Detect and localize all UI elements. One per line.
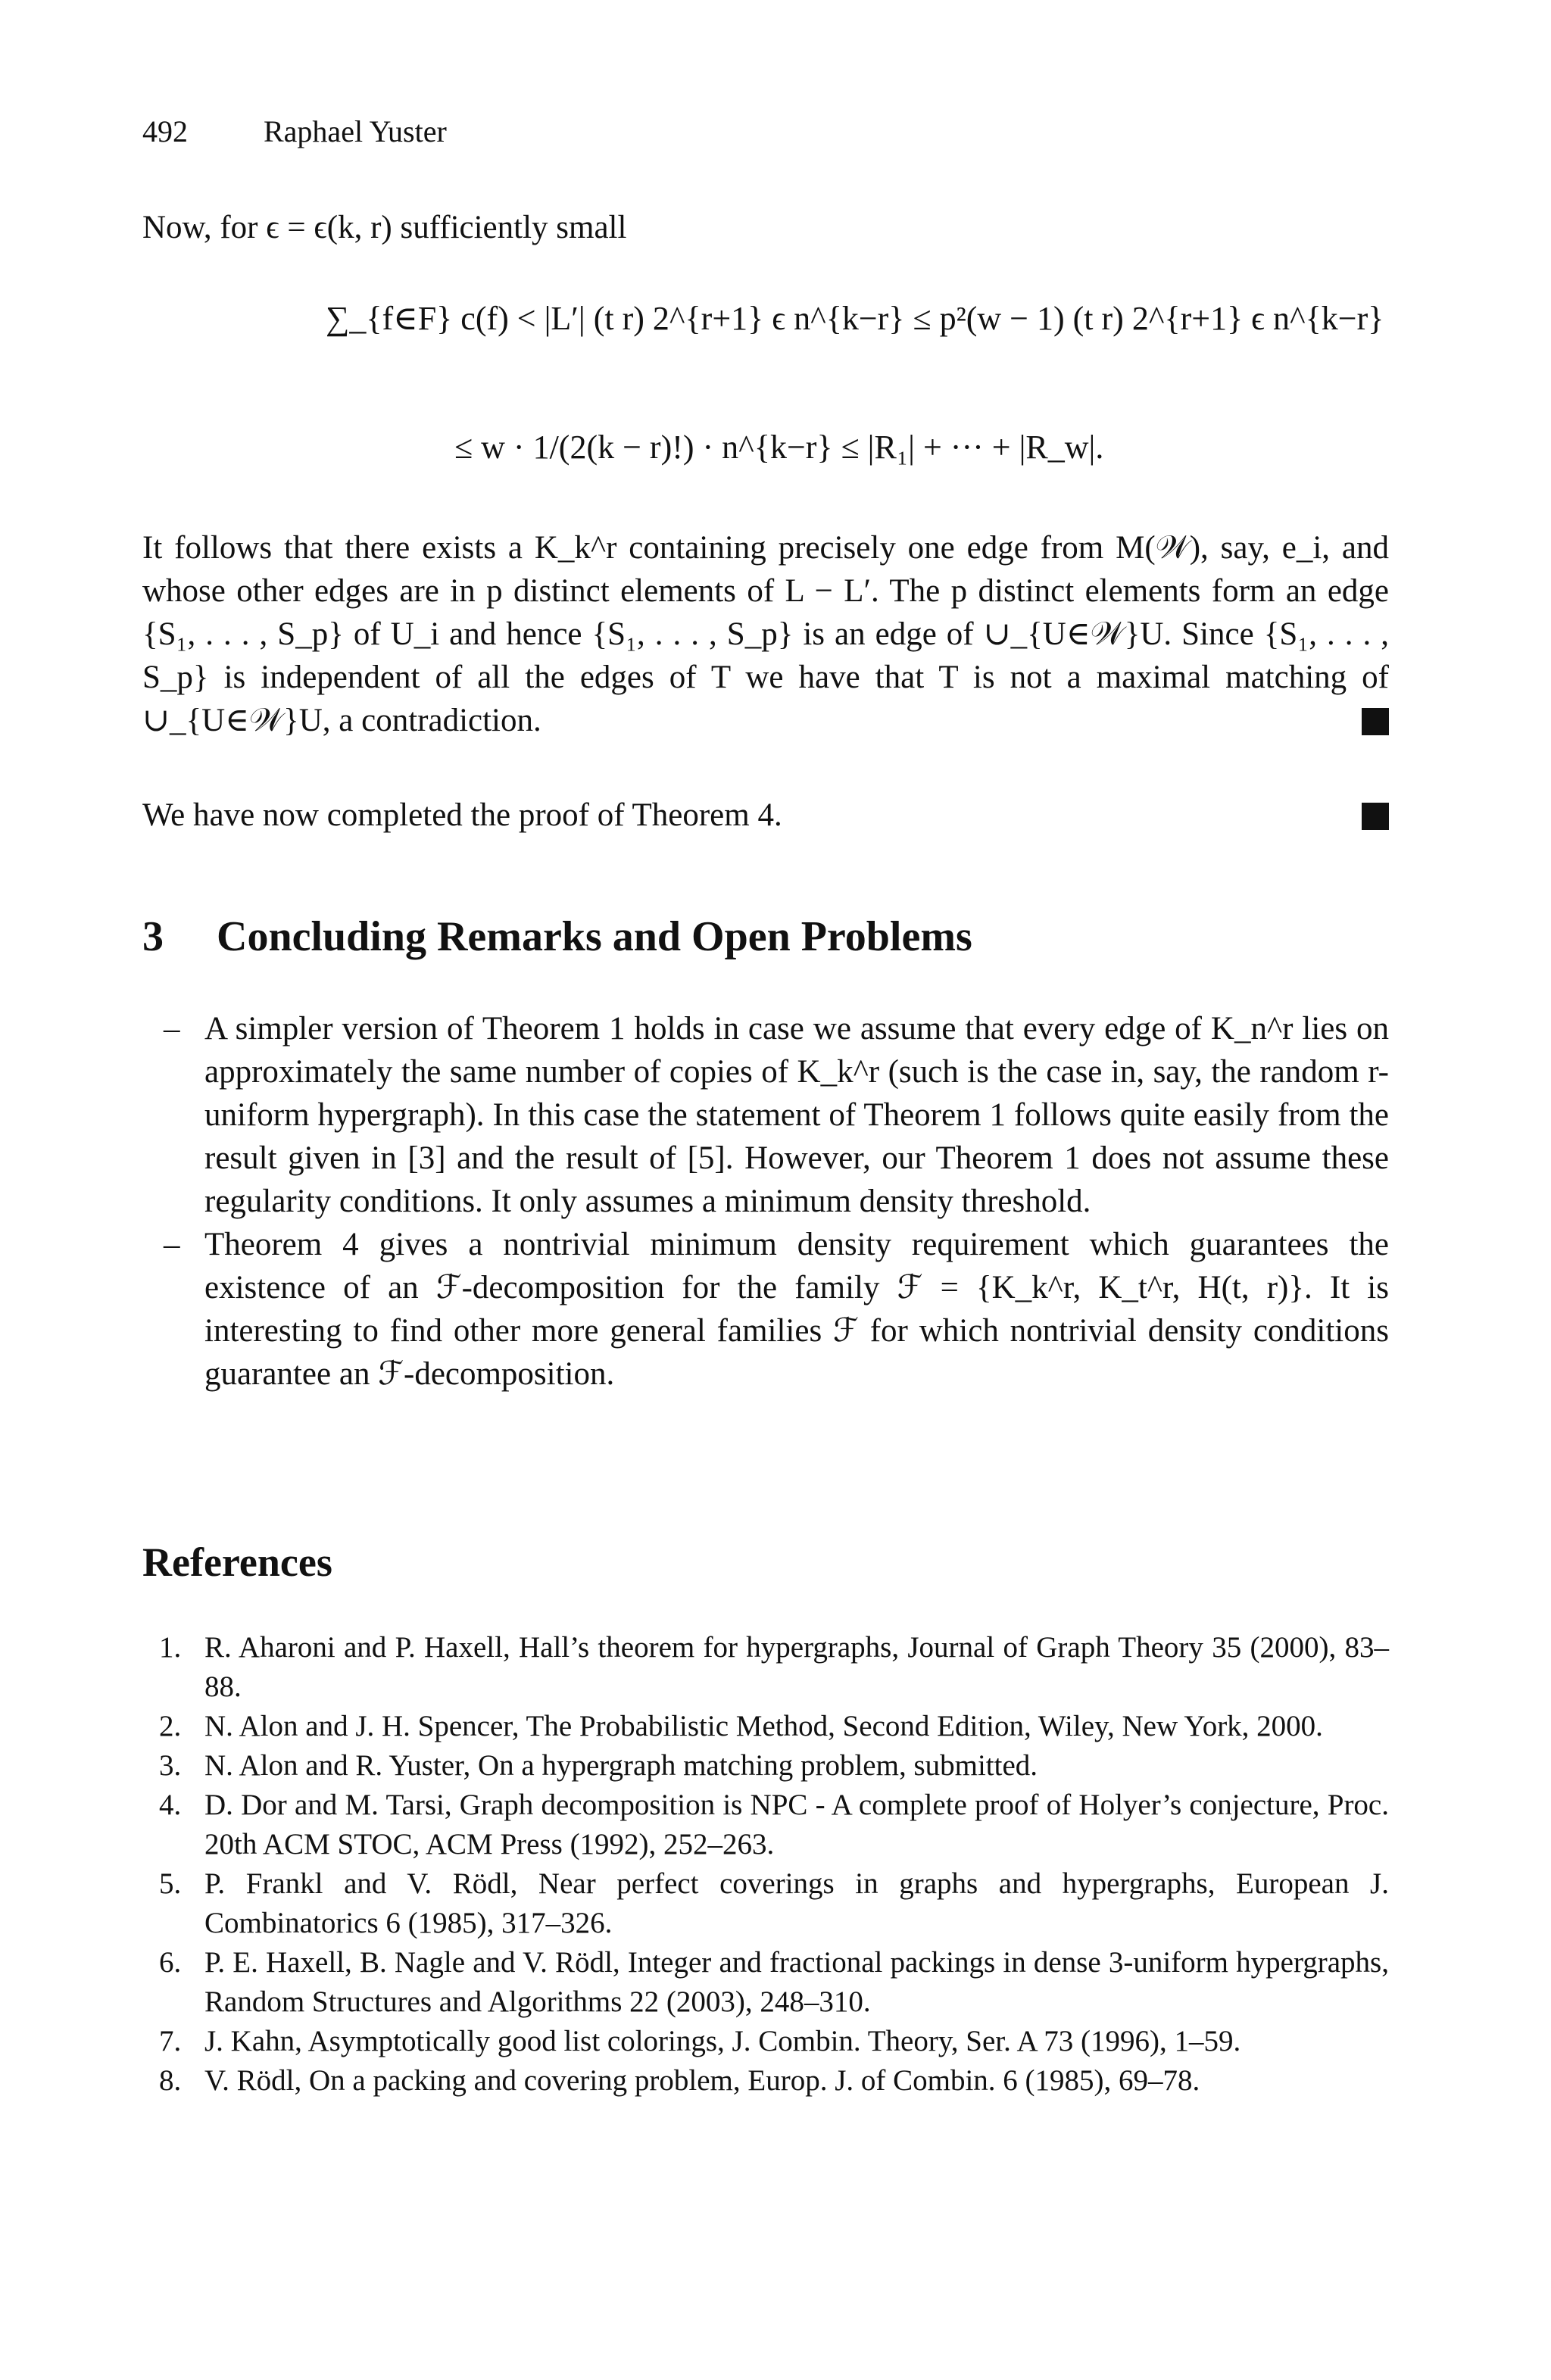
dash-bullet-icon: – [164,1011,180,1047]
section-number: 3 [142,913,164,960]
reference-list [142,1628,1389,2101]
page-number: 492 [142,114,188,148]
running-author: Raphael Yuster [264,114,447,148]
references-heading: References [142,1539,332,1585]
reference-item: 6. P. E. Haxell, B. Nagle and V. Rödl, Integer and fractional packings in dense 3-uniform hypergraphs, Random Structures and Algorithms 22 (2003), 248–310. [159,1946,1389,2018]
qed-square-icon [1362,803,1389,830]
reference-item: 7. J. Kahn, Asymptotically good list colorings, J. Combin. Theory, Ser. A 73 (1996), 1–59. [159,2025,1241,2057]
reference-item: 4. D. Dor and M. Tarsi, Graph decomposition is NPC - A complete proof of Holyer’s conjecture, Proc. 20th ACM STOC, ACM Press (1992), 252–263. [159,1789,1389,1861]
intro-text: Now, for ϵ = ϵ(k, r) sufficiently small [142,210,627,245]
reference-item: 1. R. Aharoni and P. Haxell, Hall’s theorem for hypergraphs, Journal of Graph Theory 35 (2000), 83–88. [159,1631,1389,1703]
reference-item: 2. N. Alon and J. H. Spencer, The Probabilistic Method, Second Edition, Wiley, New York, 2000. [159,1710,1323,1742]
section-title: Concluding Remarks and Open Problems [217,913,972,960]
reference-item: 8. V. Rödl, On a packing and covering problem, Europ. J. of Combin. 6 (1985), 69–78. [159,2064,1200,2097]
intro-line [142,206,1389,249]
equation-line-2: ≤ w · 1/(2(k − r)!) · n^{k−r} ≤ |R₁| + ··· + |R_w|. [454,429,1104,466]
paragraph-proof-complete: We have now completed the proof of Theorem 4. [142,794,1389,837]
section-heading [142,912,972,961]
reference-item: 5. P. Frankl and V. Rödl, Near perfect coverings in graphs and hypergraphs, European J. Combinatorics 6 (1985), 317–326. [159,1867,1389,1939]
dash-bullet-icon: – [164,1227,180,1262]
remark-item: – A simpler version of Theorem 1 holds in case we assume that every edge of K_n^r lies on approximately the same number of copies of K_k^r (such is the case in, say, the random r-uniform hypergraph). In this case the statement of Theorem 1 follows quite easily from the result given in [3] and the result of [5]. However, our Theorem 1 does not assume these regularity conditions. It only assumes a minimum density threshold. [142,1007,1389,1223]
running-header [142,114,447,149]
qed-square-icon [1362,708,1389,735]
remarks-list [142,1007,1389,1396]
equation-line-1: ∑_{f∈F} c(f) < |L′| (t r) 2^{r+1} ϵ n^{k−r} ≤ p²(w − 1) (t r) 2^{r+1} ϵ n^{k−r} [326,300,1384,337]
remark-item: – Theorem 4 gives a nontrivial minimum density requirement which guarantees the existence of an ℱ-decomposition for the family ℱ = {K_k^r, K_t^r, H(t, r)}. It is interesting to find other more general families ℱ for which nontrivial density conditions guarantee an ℱ-decomposition. [142,1223,1389,1396]
reference-item: 3. N. Alon and R. Yuster, On a hypergraph matching problem, submitted. [159,1749,1038,1782]
paragraph-proof-conclusion: It follows that there exists a K_k^r containing precisely one edge from M(𝒲), say, e_i, and whose other edges are in p distinct elements of L − L′. The p distinct elements form an edge {S₁, . . . , S_p} of U_i and hence {S₁, . . . , S_p} is an edge of ∪_{U∈𝒲}U. Since {S₁, . . . , S_p} is independent of all the edges of T we have that T is not a maximal matching of ∪_{U∈𝒲}U, a contradiction. [142,530,1389,738]
